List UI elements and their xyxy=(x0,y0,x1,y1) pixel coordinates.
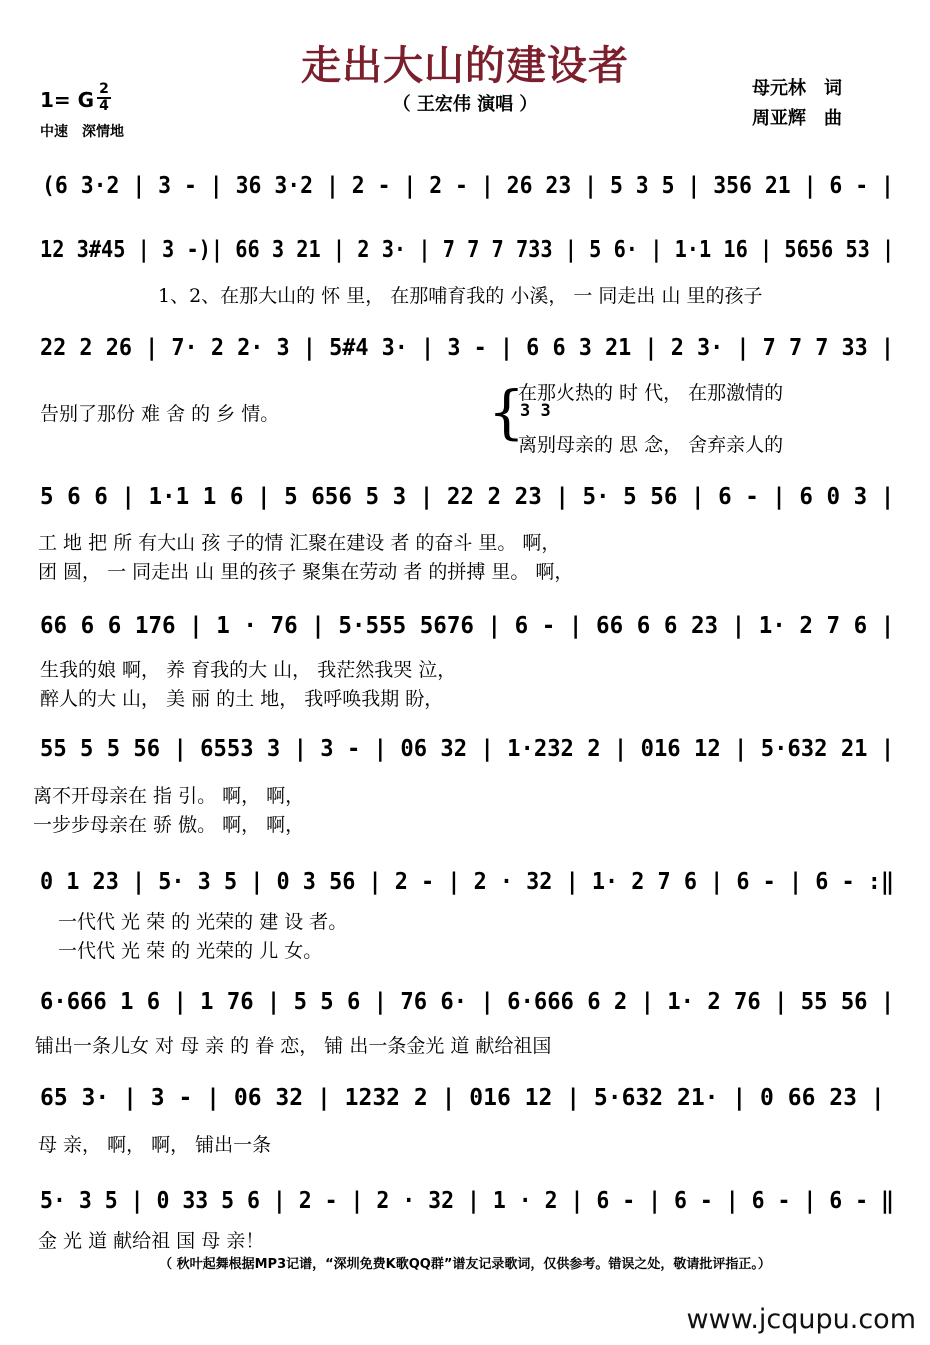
lyric-line-3: 告别了那份 难 舍 的 乡 情。 xyxy=(40,403,280,425)
lyric-line-2: 1、2、在那大山的 怀 里， 在那哺育我的 小溪， 一 同走出 山 里的孩子 xyxy=(158,285,763,307)
notation-line-6: 55 5 5 56 | 6553 3 | 3 - | 06 32 | 1·232 2 | 016 12 | 5·632 21 | xyxy=(40,736,895,762)
notation-line-2: 12 3#45 | 3 -)| 66 3 21 | 2 3· | 7 7 7 733 | 5 6· | 1·1 16 | 5656 53 | xyxy=(40,237,895,263)
lyric-line-9: 母 亲， 啊， 啊， 铺出一条 xyxy=(38,1134,272,1156)
lyric-line-10: 金 光 道 献给祖 国 母 亲！ xyxy=(38,1230,265,1252)
site-watermark: www.jcqupu.com xyxy=(686,1304,916,1335)
time-sig-top: 2 xyxy=(99,81,109,97)
lyric-line-4-verse-2: 团 圆， 一 同走出 山 里的孩子 聚集在劳动 者 的拼搏 里。 啊， xyxy=(38,561,574,583)
notation-line-5: 66 6 6 176 | 1 · 76 | 5·555 5676 | 6 - | 66 6 6 23 | 1· 2 7 6 | xyxy=(40,613,895,639)
lyric-line-6-verse-1: 离不开母亲在 指 引。 啊， 啊， xyxy=(33,785,305,807)
composer-credit: 周亚辉 曲 xyxy=(752,108,842,129)
transcription-note: （ 秋叶起舞根据MP3记谱，“深圳免费K歌QQ群”谱友记录歌词，仅供参考。错误之处，敬请批评指正。） xyxy=(159,1257,771,1272)
lyric-line-4-verse-1: 工 地 把 所 有大山 孩 子的情 汇聚在建设 者 的奋斗 里。 啊， xyxy=(38,532,561,554)
lyric-line-8: 铺出一条儿女 对 母 亲 的 眷 恋， 铺 出一条金光 道 献给祖国 xyxy=(35,1035,552,1057)
lyric-line-3-verse-2: 离别母亲的 思 念， 舍弃亲人的 xyxy=(518,434,784,456)
lyric-line-3-verse-1: 在那火热的 时 代， 在那激情的 xyxy=(518,382,784,404)
lyric-line-5-verse-2: 醉人的大 山， 美 丽 的土 地， 我呼唤我期 盼， xyxy=(40,688,444,710)
notation-line-1: (6 3·2 | 3 - | 36 3·2 | 2 - | 2 - | 26 23 | 5 3 5 | 356 21 | 6 - | xyxy=(42,173,894,199)
lyricist-credit: 母元林 词 xyxy=(752,78,842,99)
time-signature xyxy=(97,82,111,114)
song-title: 走出大山的建设者 xyxy=(301,43,629,89)
notation-line-4: 5 6 6 | 1·1 1 6 | 5 656 5 3 | 22 2 23 | 5· 5 56 | 6 - | 6 0 3 | xyxy=(40,484,895,510)
time-sig-bottom: 4 xyxy=(99,98,109,114)
tempo-marking: 中速 深情地 xyxy=(40,124,124,140)
lyric-line-5-verse-1: 生我的娘 啊， 养 育我的大 山， 我茫然我哭 泣， xyxy=(40,659,457,681)
singer-credit: （ 王宏伟 演唱 ） xyxy=(392,94,538,115)
lyric-line-7-verse-1: 一代代 光 荣 的 光荣的 建 设 者。 xyxy=(58,911,348,933)
lyric-line-6-verse-2: 一步步母亲在 骄 傲。 啊， 啊， xyxy=(33,814,305,836)
notation-inline-33: 3 3 xyxy=(520,401,551,421)
lyric-line-7-verse-2: 一代代 光 荣 的 光荣的 儿 女。 xyxy=(58,940,323,962)
verse-brace: { xyxy=(488,378,525,446)
notation-line-7: 0 1 23 | 5· 3 5 | 0 3 56 | 2 - | 2 · 32 | 1· 2 7 6 | 6 - | 6 - :‖ xyxy=(40,869,895,895)
notation-line-3: 22 2 26 | 7· 2 2· 3 | 5#4 3· | 3 - | 6 6 3 21 | 2 3· | 7 7 7 33 | xyxy=(40,335,895,361)
notation-line-9: 65 3· | 3 - | 06 32 | 1232 2 | 016 12 | 5·632 21· | 0 66 23 | xyxy=(40,1085,885,1111)
notation-line-8: 6·666 1 6 | 1 76 | 5 5 6 | 76 6· | 6·666 6 2 | 1· 2 76 | 55 56 | xyxy=(40,989,895,1015)
key-signature: 1= G xyxy=(40,88,95,112)
notation-line-10: 5· 3 5 | 0 33 5 6 | 2 - | 2 · 32 | 1 · 2 | 6 - | 6 - | 6 - | 6 - ‖ xyxy=(40,1188,894,1214)
